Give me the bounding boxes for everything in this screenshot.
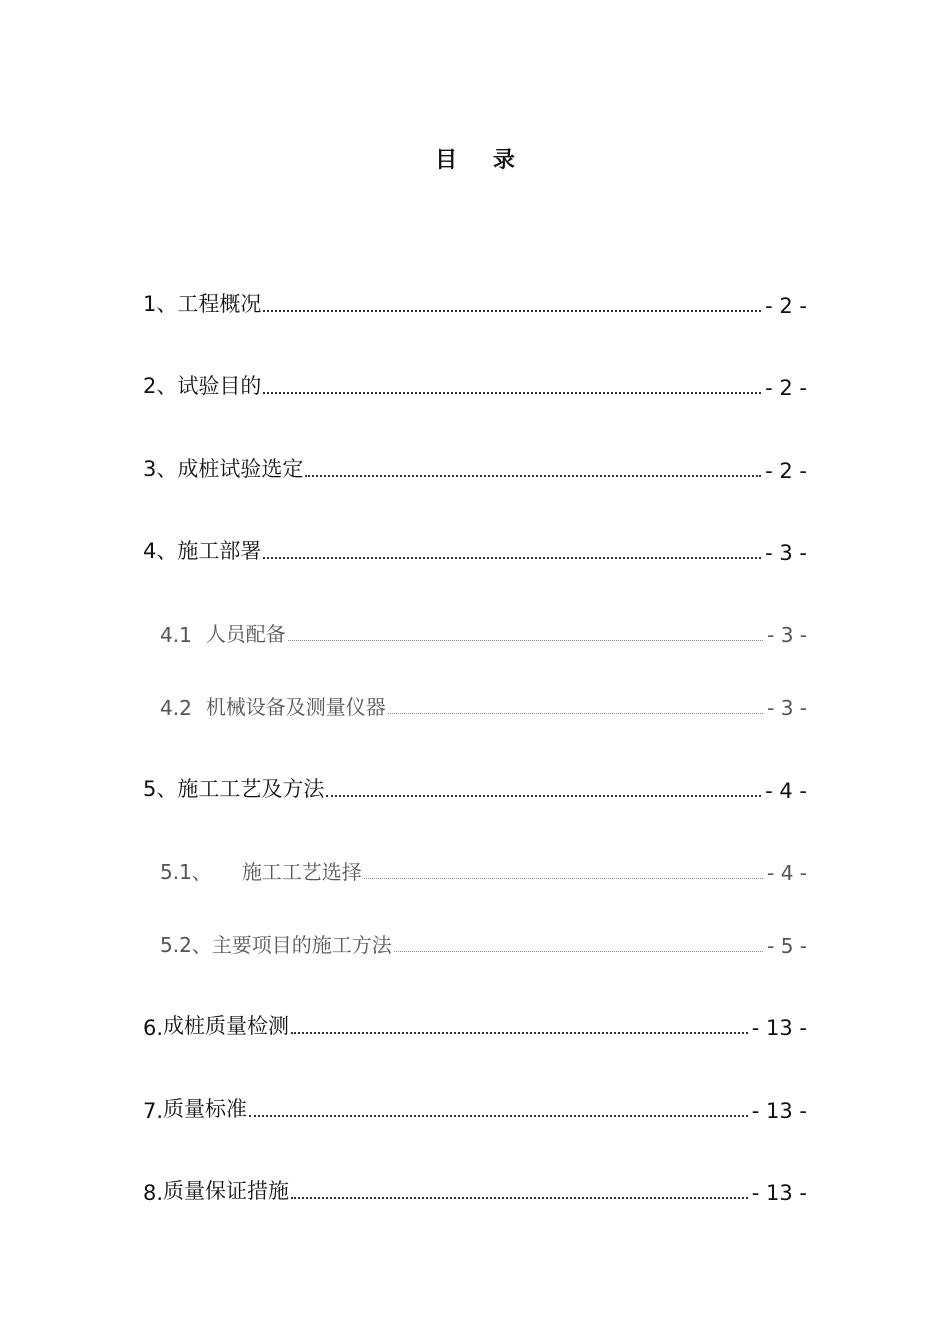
toc-entry-page: - 2 - bbox=[765, 459, 807, 483]
toc-dot-leader bbox=[388, 686, 763, 720]
toc-entry-page: - 13 - bbox=[751, 1016, 807, 1040]
toc-entry-4-1[interactable] bbox=[160, 613, 807, 647]
toc-dot-leader bbox=[394, 924, 763, 958]
toc-entry-number: 4.2 bbox=[160, 696, 192, 720]
toc-entry-2[interactable] bbox=[143, 366, 807, 400]
toc-entry-number: 4、 bbox=[143, 539, 178, 563]
toc-entry-7[interactable] bbox=[143, 1089, 807, 1123]
toc-dot-leader bbox=[291, 1006, 748, 1040]
toc-entry-page: - 3 - bbox=[767, 623, 807, 647]
toc-entry-text: 成桩试验选定 bbox=[177, 457, 304, 481]
toc-entry-number: 3、 bbox=[143, 457, 178, 481]
toc-dot-leader bbox=[364, 851, 763, 885]
toc-entry-number: 5.2、 bbox=[160, 933, 212, 957]
toc-entry-page: - 4 - bbox=[767, 861, 807, 885]
toc-entry-5-2[interactable] bbox=[160, 924, 807, 958]
toc-entry-page: - 5 - bbox=[767, 934, 807, 958]
toc-entry-6[interactable] bbox=[143, 1006, 807, 1040]
toc-dot-leader bbox=[249, 1089, 748, 1123]
toc-entry-page: - 13 - bbox=[751, 1099, 807, 1123]
toc-entry-page: - 2 - bbox=[765, 294, 807, 318]
toc-entry-text: 施工部署 bbox=[177, 539, 262, 563]
toc-entry-number: 5、 bbox=[143, 777, 178, 801]
toc-dot-leader bbox=[263, 531, 761, 565]
toc-entry-4-2[interactable] bbox=[160, 686, 807, 720]
toc-entry-number: 8. bbox=[143, 1181, 164, 1205]
toc-entry-5[interactable] bbox=[143, 769, 807, 803]
toc-entry-text: 工程概况 bbox=[177, 292, 262, 316]
toc-entry-page: - 3 - bbox=[767, 696, 807, 720]
toc-entry-number: 5.1、 bbox=[160, 860, 212, 884]
toc-dot-leader bbox=[263, 284, 761, 318]
toc-entry-8[interactable] bbox=[143, 1171, 807, 1205]
toc-entry-number: 6. bbox=[143, 1016, 164, 1040]
toc-entry-text: 质量标准 bbox=[163, 1097, 248, 1121]
toc-title: 目 录 bbox=[435, 148, 529, 173]
toc-dot-leader bbox=[326, 769, 761, 803]
toc-entry-page: - 3 - bbox=[765, 541, 807, 565]
toc-entry-text: 施工工艺及方法 bbox=[177, 777, 325, 801]
toc-entry-page: - 4 - bbox=[765, 779, 807, 803]
toc-entry-text: 质量保证措施 bbox=[163, 1179, 290, 1203]
toc-entry-number: 7. bbox=[143, 1099, 164, 1123]
toc-dot-leader bbox=[263, 366, 761, 400]
toc-entry-page: - 13 - bbox=[751, 1181, 807, 1205]
toc-entry-number: 4.1 bbox=[160, 623, 192, 647]
toc-entry-text: 成桩质量检测 bbox=[163, 1014, 290, 1038]
toc-entry-text: 机械设备及测量仪器 bbox=[205, 695, 386, 719]
toc-entry-text: 施工工艺选择 bbox=[241, 860, 362, 884]
toc-dot-leader bbox=[291, 1171, 748, 1205]
toc-entry-text: 试验目的 bbox=[177, 374, 262, 398]
toc-entry-text: 主要项目的施工方法 bbox=[211, 933, 392, 957]
toc-entry-text: 人员配备 bbox=[205, 622, 286, 646]
toc-entry-1[interactable] bbox=[143, 284, 807, 318]
toc-dot-leader bbox=[288, 613, 763, 647]
toc-entry-5-1[interactable] bbox=[160, 851, 807, 885]
toc-entry-4[interactable] bbox=[143, 531, 807, 565]
toc-entry-number: 2、 bbox=[143, 374, 178, 398]
toc-entry-number: 1、 bbox=[143, 292, 178, 316]
toc-entry-page: - 2 - bbox=[765, 376, 807, 400]
toc-dot-leader bbox=[305, 449, 761, 483]
toc-entry-3[interactable] bbox=[143, 449, 807, 483]
